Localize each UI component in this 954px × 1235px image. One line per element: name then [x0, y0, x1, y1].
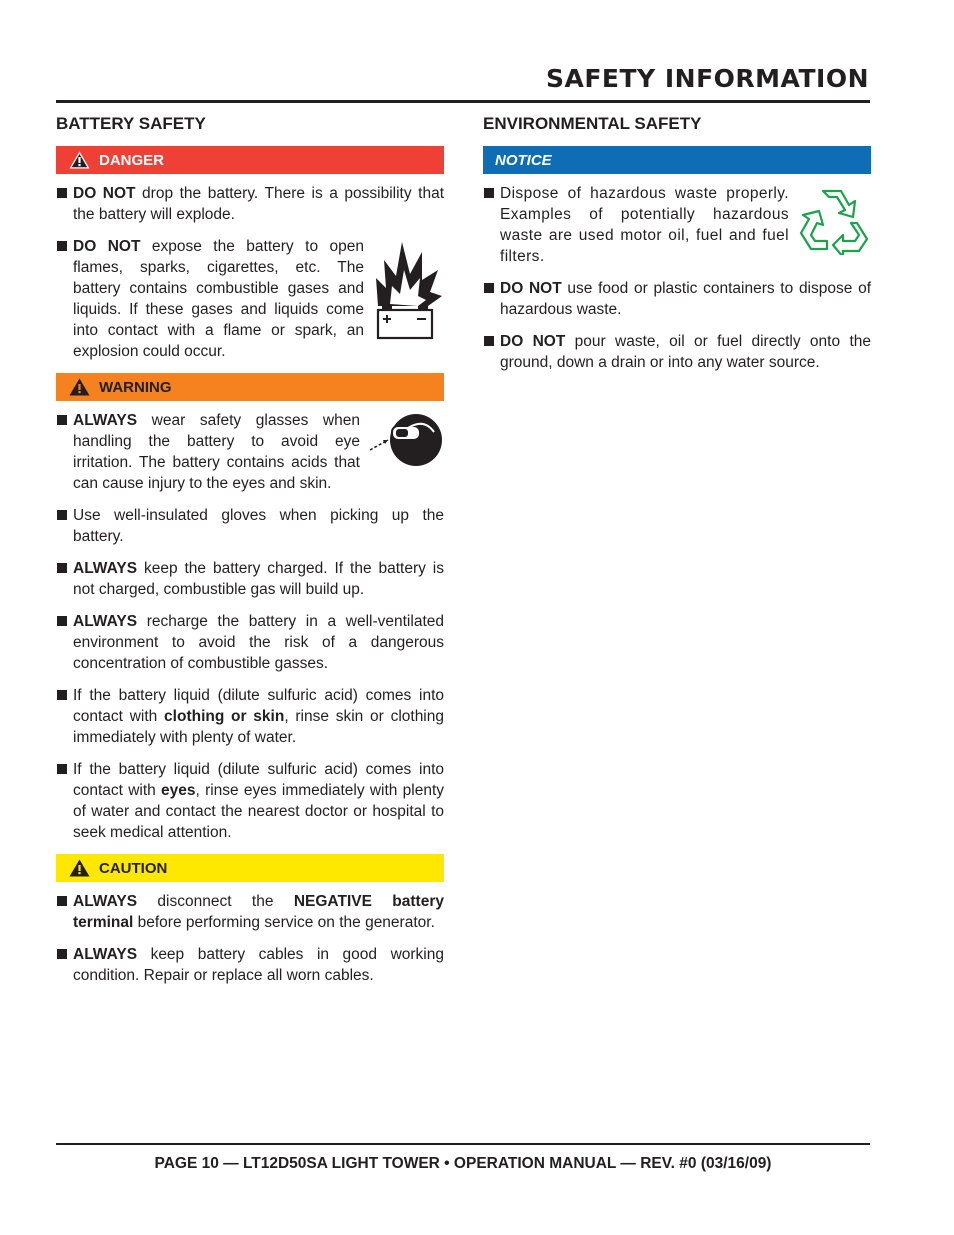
notice-label: NOTICE	[495, 151, 552, 169]
recycle-icon	[797, 183, 871, 255]
item-text: disconnect the	[137, 893, 294, 910]
caution-label: CAUTION	[99, 859, 168, 877]
list-item	[56, 685, 444, 748]
page-footer: PAGE 10 — LT12D50SA LIGHT TOWER • OPERATION MANUAL — REV. #0 (03/16/09)	[154, 1155, 772, 1172]
list-item	[483, 183, 871, 267]
item-text: Use well-insulated gloves when picking up the battery.	[73, 507, 444, 545]
battery-safety-title: BATTERY SAFETY	[56, 114, 206, 133]
item-text: expose the battery to open flames, sparks, cigarettes, etc. The battery contains combustible gases and liquids. If these gases and liquids come into contact with a flame or spark, an explosion could occur.	[73, 238, 364, 360]
list-item	[56, 944, 444, 986]
bullet	[57, 188, 67, 198]
footer-rule	[56, 1143, 870, 1145]
item-lead: DO NOT	[500, 280, 562, 297]
warning-triangle-icon	[69, 378, 90, 396]
notice-banner	[483, 146, 871, 174]
bullet	[57, 896, 67, 906]
item-text: recharge the battery in a well-ventilated environment to avoid the risk of a dangerous concentration of combustible gasses.	[73, 613, 444, 672]
item-lead: DO NOT	[73, 185, 136, 202]
item-text: pour waste, oil or fuel directly onto the ground, down a drain or into any water source.	[500, 333, 871, 371]
item-lead: ALWAYS	[73, 946, 138, 963]
list-item	[56, 505, 444, 547]
warning-banner	[56, 373, 444, 401]
page-title: SAFETY INFORMATION	[546, 64, 869, 93]
bullet	[57, 415, 67, 425]
item-text: , rinse eyes immediately with plenty of water and contact the nearest doctor or hospital to seek medical attention.	[73, 782, 444, 841]
battery-explosion-icon	[372, 236, 444, 342]
battery-safety-section	[56, 114, 444, 997]
item-lead: ALWAYS	[73, 560, 138, 577]
header-rule	[56, 100, 870, 103]
bullet	[57, 690, 67, 700]
item-lead: DO NOT	[500, 333, 566, 350]
item-text: drop the battery. There is a possibility that the battery will explode.	[73, 185, 444, 223]
bullet	[57, 764, 67, 774]
item-text: , rinse skin or clothing immediately with plenty of water.	[73, 708, 444, 746]
warning-label: WARNING	[99, 378, 172, 396]
list-item	[56, 183, 444, 225]
warning-triangle-icon	[69, 151, 90, 169]
warning-triangle-icon	[69, 859, 90, 877]
item-lead: ALWAYS	[73, 893, 138, 910]
caution-banner	[56, 854, 444, 882]
list-item	[56, 891, 444, 933]
bullet	[484, 188, 494, 198]
item-text: If the battery liquid (dilute sulfuric acid) comes into contact with	[73, 687, 444, 725]
item-text: before performing service on the generator.	[133, 914, 435, 931]
bullet	[57, 616, 67, 626]
environmental-safety-section	[483, 114, 871, 384]
list-item	[56, 611, 444, 674]
list-item	[56, 759, 444, 843]
bullet	[484, 283, 494, 293]
environmental-safety-title: ENVIRONMENTAL SAFETY	[483, 114, 702, 133]
item-text: use food or plastic containers to dispose of hazardous waste.	[500, 280, 871, 318]
item-text: Dispose of hazardous waste properly. Examples of potentially hazardous waste are used motor oil, fuel and fuel filters.	[500, 185, 789, 265]
item-text: keep battery cables in good working condition. Repair or replace all worn cables.	[73, 946, 444, 984]
bullet	[57, 949, 67, 959]
bullet	[57, 563, 67, 573]
list-item	[56, 410, 444, 494]
bullet	[57, 241, 67, 251]
item-lead: DO NOT	[73, 238, 141, 255]
item-lead: ALWAYS	[73, 412, 138, 429]
danger-banner	[56, 146, 444, 174]
item-text: keep the battery charged. If the battery is not charged, combustible gas will build up.	[73, 560, 444, 598]
safety-glasses-icon	[368, 410, 444, 474]
item-lead: ALWAYS	[73, 613, 138, 630]
item-text: If the battery liquid (dilute sulfuric acid) comes into contact with	[73, 761, 444, 799]
list-item	[483, 278, 871, 320]
list-item	[56, 236, 444, 362]
list-item	[56, 558, 444, 600]
item-emphasis: clothing or skin	[164, 708, 285, 725]
list-item	[483, 331, 871, 373]
bullet	[484, 336, 494, 346]
bullet	[57, 510, 67, 520]
item-emphasis: NEGATIVE battery terminal	[73, 893, 444, 931]
item-text: wear safety glasses when handling the battery to avoid eye irritation. The battery contains acids that can cause injury to the eyes and skin.	[73, 412, 360, 492]
item-emphasis: eyes	[161, 782, 196, 799]
danger-label: DANGER	[99, 151, 165, 169]
